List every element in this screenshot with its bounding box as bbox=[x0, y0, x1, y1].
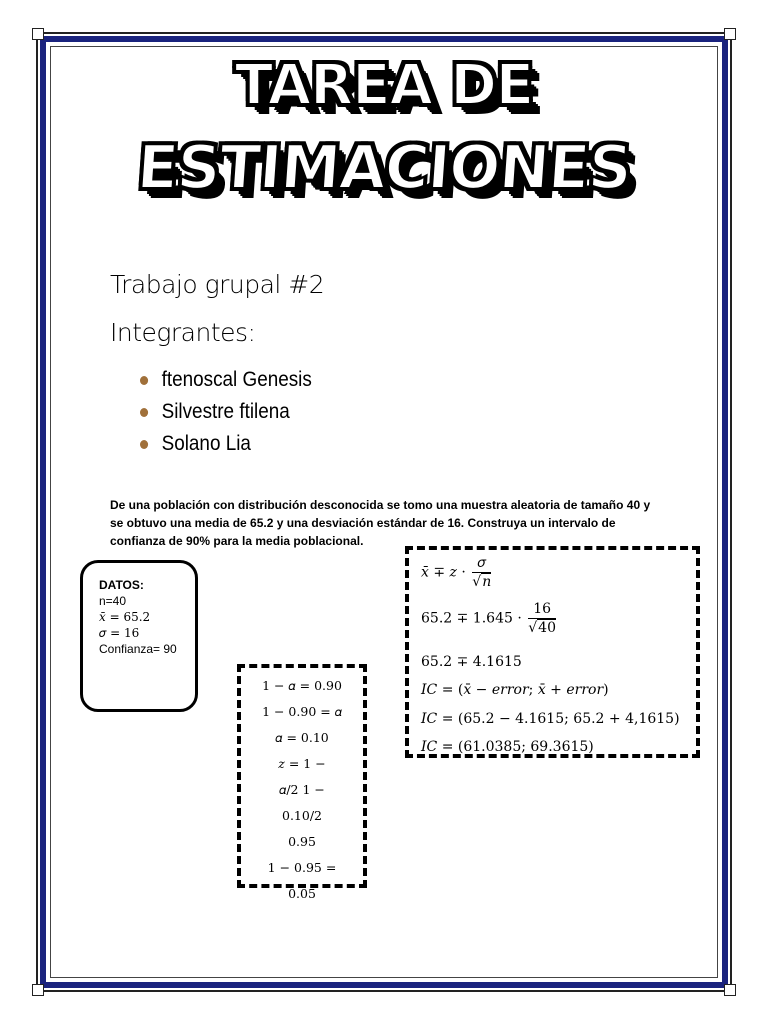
fraction-numerator: 16 bbox=[528, 600, 556, 619]
title-line-1: TAREA DE bbox=[234, 53, 534, 118]
problem-statement: De una población con distribución desconocida se tomo una muestra aleatoria de tamaño 40 y se obtuvo una media de 65.2 y una desviación estándar de 16. Construya un intervalo de confianza de 90% para la media poblacional. bbox=[110, 498, 651, 548]
border-corner bbox=[724, 984, 736, 996]
alpha-step: 1 − 𝛼 = 0.90 bbox=[262, 678, 342, 693]
ic-result: 65.2 ∓ 4.1615 bbox=[421, 654, 522, 670]
member-name: Silvestre ftilena bbox=[161, 400, 290, 423]
bullet-icon bbox=[140, 440, 148, 449]
bullet-icon bbox=[140, 408, 148, 417]
datos-box bbox=[80, 560, 198, 712]
border-corner bbox=[724, 28, 736, 40]
datos-n: n=40 bbox=[99, 594, 127, 608]
alpha-step: 1 − 0.90 = 𝛼 bbox=[262, 704, 342, 719]
ic-formula-prefix: 𝑥̄ ∓ 𝑧 · bbox=[421, 564, 466, 581]
members-list bbox=[140, 364, 331, 460]
border-corner bbox=[32, 984, 44, 996]
alpha-step: 0.95 bbox=[288, 834, 316, 849]
datos-header: DATOS: bbox=[99, 578, 144, 592]
ic-final: 𝐼𝐶 = (61.0385; 69.3615) bbox=[421, 739, 594, 755]
sqrt-operand: 𝑛 bbox=[482, 574, 492, 590]
list-item bbox=[140, 364, 312, 396]
alpha-step: 0.10/2 bbox=[282, 808, 322, 823]
ic-formula bbox=[421, 554, 491, 591]
list-item bbox=[140, 428, 312, 460]
datos-xbar: 𝑥̄ = 65.2 bbox=[99, 610, 151, 624]
ic-substituted: 𝐼𝐶 = (65.2 − 4.1615; 65.2 + 4,1615) bbox=[421, 711, 680, 727]
alpha-calculation-box bbox=[237, 664, 367, 901]
bullet-icon bbox=[140, 376, 148, 385]
ic-substitution bbox=[421, 600, 556, 637]
alpha-step: 𝛼/2 1 − bbox=[279, 782, 325, 797]
alpha-step: 1 − 0.95 = bbox=[267, 860, 337, 875]
alpha-step: 0.05 bbox=[288, 886, 316, 901]
sqrt-operand: 40 bbox=[538, 620, 556, 636]
title-line-2: ESTIMACIONES bbox=[134, 133, 634, 203]
fraction bbox=[472, 554, 491, 591]
fraction-denominator: √𝑛 bbox=[472, 574, 492, 590]
integrantes-label: Integrantes: bbox=[110, 318, 256, 347]
subtitle: Trabajo grupal #2 bbox=[110, 270, 325, 299]
alpha-step: 𝛼 = 0.10 bbox=[275, 730, 329, 745]
fraction-numerator: 𝜎 bbox=[472, 554, 491, 573]
datos-sigma: 𝜎 = 16 bbox=[99, 626, 140, 640]
fraction bbox=[528, 600, 556, 637]
datos-confianza: Confianza= 90 bbox=[99, 642, 177, 656]
border-corner bbox=[32, 28, 44, 40]
fraction-denominator: √40 bbox=[528, 620, 556, 636]
ic-sub-prefix: 65.2 ∓ 1.645 · bbox=[421, 610, 522, 627]
ic-definition: 𝐼𝐶 = (𝑥̄ − 𝑒𝑟𝑟𝑜𝑟; 𝑥̄ + 𝑒𝑟𝑟𝑜𝑟) bbox=[421, 682, 609, 698]
alpha-step: 𝑧 = 1 − bbox=[278, 756, 326, 771]
confidence-interval-box bbox=[405, 546, 700, 758]
member-name: Solano Lia bbox=[161, 432, 251, 455]
list-item bbox=[140, 396, 312, 428]
member-name: ftenoscal Genesis bbox=[161, 368, 312, 391]
